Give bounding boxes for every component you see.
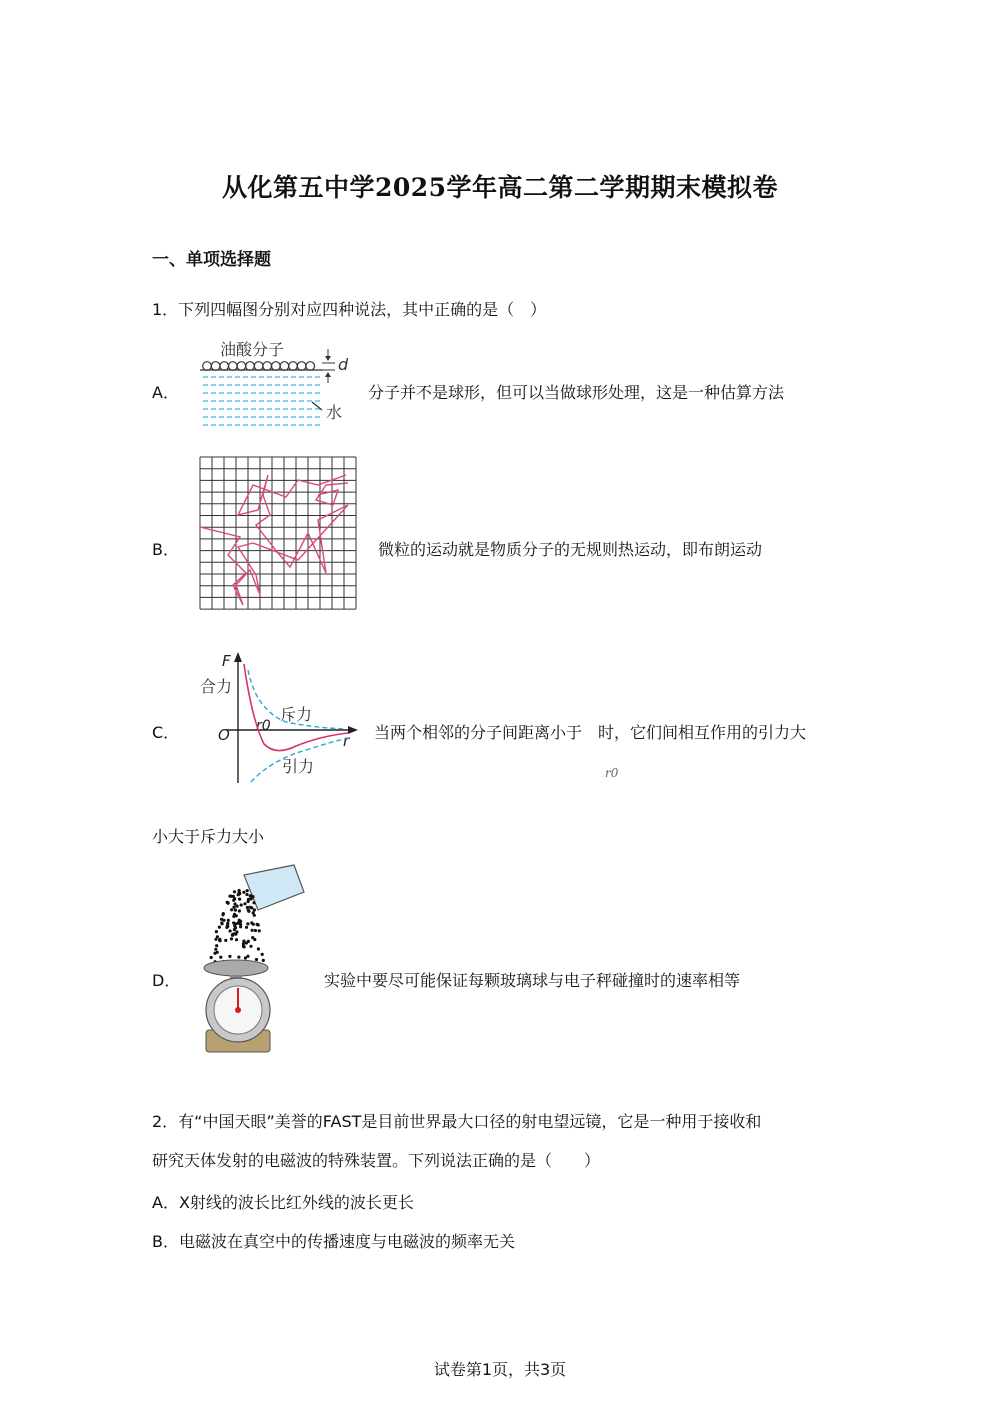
oil-film-figure bbox=[195, 337, 355, 435]
section-heading: 一、单项选择题 bbox=[152, 250, 271, 270]
option-d-text: 实验中要尽可能保证每颗玻璃球与电子秤碰撞时的速率相等 bbox=[324, 971, 741, 990]
y-axis-label: F bbox=[222, 652, 231, 670]
option-b-letter: B． bbox=[152, 540, 179, 559]
r0-point-label: r0 bbox=[256, 718, 271, 734]
molecular-force-graph bbox=[196, 650, 361, 790]
x-axis-label: r bbox=[343, 732, 350, 750]
oil-molecule bbox=[246, 362, 255, 371]
oil-molecule bbox=[237, 362, 246, 371]
oil-molecule-row bbox=[200, 362, 323, 371]
question-2-option-a bbox=[152, 1190, 414, 1213]
option-letter: A． bbox=[152, 1193, 179, 1212]
oil-molecule bbox=[297, 362, 306, 371]
option-text: X射线的波长比红外线的波长更长 bbox=[178, 1193, 414, 1212]
page-footer: 试卷第1页，共3页 bbox=[433, 1360, 567, 1379]
question-2-stem-line-1: 2．有“中国天眼”美誉的FAST是目前世界最大口径的射电望远镜，它是一种用于接收和 bbox=[152, 1112, 762, 1131]
oil-molecule bbox=[229, 362, 238, 371]
option-c-text-continued: 小大于斥力大小 bbox=[152, 827, 265, 846]
question-2-option-b bbox=[152, 1229, 515, 1252]
oil-molecule bbox=[289, 362, 298, 371]
oil-molecule bbox=[220, 362, 229, 371]
option-a-text: 分子并不是球形，但可以当做球形处理，这是一种估算方法 bbox=[368, 383, 785, 402]
oil-molecule bbox=[263, 362, 272, 371]
oil-molecule bbox=[280, 362, 289, 371]
option-letter: B． bbox=[152, 1232, 179, 1251]
origin-label: O bbox=[218, 726, 230, 744]
thickness-d-label: d bbox=[338, 355, 349, 374]
oil-molecule-label: 油酸分子 bbox=[220, 340, 285, 359]
oil-molecule bbox=[272, 362, 281, 371]
scale-experiment-figure bbox=[196, 860, 306, 1060]
question-1-stem: 1．下列四幅图分别对应四种说法，其中正确的是（ ） bbox=[152, 300, 547, 319]
question-2-stem-line-2: 研究天体发射的电磁波的特殊装置。下列说法正确的是（ ） bbox=[152, 1151, 601, 1170]
option-text: 电磁波在真空中的传播速度与电磁波的频率无关 bbox=[178, 1232, 515, 1251]
resultant-force-label: 合力 bbox=[200, 677, 233, 696]
oil-molecule bbox=[254, 362, 263, 371]
option-a-letter: A． bbox=[152, 383, 179, 402]
brownian-motion-figure bbox=[198, 455, 360, 612]
oil-molecule bbox=[203, 362, 212, 371]
scale-tray bbox=[204, 960, 268, 976]
r0-inline-symbol: r0 bbox=[605, 766, 619, 780]
oil-molecule bbox=[211, 362, 220, 371]
water-lines bbox=[203, 377, 323, 425]
option-d-letter: D． bbox=[152, 971, 181, 990]
option-c-letter: C． bbox=[152, 723, 180, 742]
repulsion-label: 斥力 bbox=[280, 705, 313, 724]
oil-molecule bbox=[306, 362, 315, 371]
option-c-text: 当两个相邻的分子间距离小于 时，它们间相互作用的引力大 bbox=[374, 723, 807, 742]
exam-title: 从化第五中学2025学年高二第二学期期末模拟卷 bbox=[221, 173, 779, 202]
option-b-text: 微粒的运动就是物质分子的无规则热运动，即布朗运动 bbox=[378, 540, 763, 559]
attraction-label: 引力 bbox=[282, 757, 315, 776]
water-label: 水 bbox=[326, 403, 343, 422]
